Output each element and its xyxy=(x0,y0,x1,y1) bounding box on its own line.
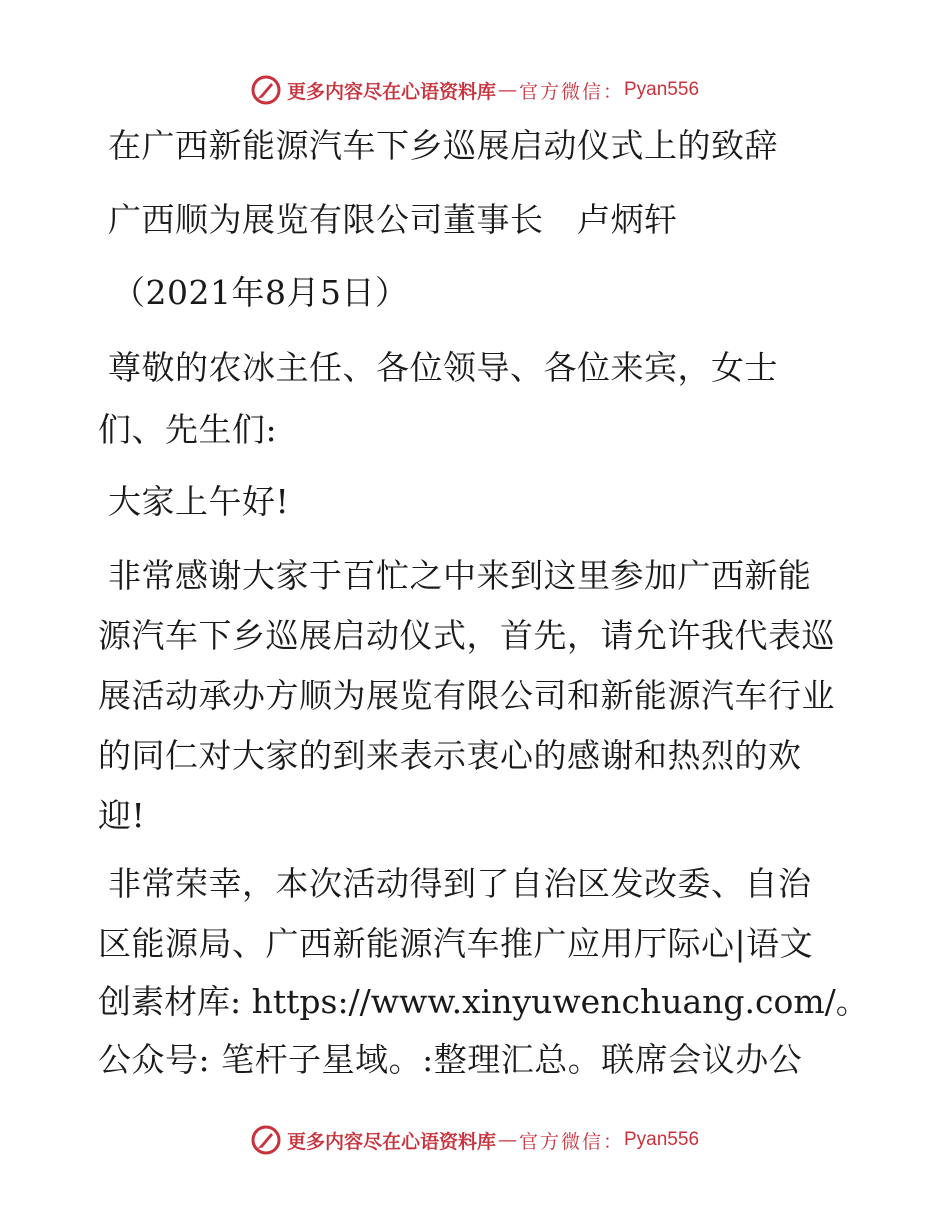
p2-line-4: 公众号: 笔杆子星域。:整理汇总。联席会议办公 xyxy=(98,1040,803,1079)
header-banner xyxy=(0,70,950,110)
p1-line-1: 非常感谢大家于百忙之中来到这里参加广西新能 xyxy=(108,556,812,595)
hello-line: 大家上午好! xyxy=(108,482,290,521)
banner-text: 更多内容尽在心语资料库 xyxy=(286,80,496,103)
p1-line-2: 源汽车下乡巡展启动仪式，首先，请允许我代表巡 xyxy=(98,616,835,655)
doc-date: （2021年8月5日） xyxy=(112,273,409,312)
p2-line-1: 非常荣幸，本次活动得到了自治区发改委、自治 xyxy=(108,864,812,903)
banner-wechat-id: Pyan556 xyxy=(624,79,700,100)
p1-line-3: 展活动承办方顺为展览有限公司和新能源汽车行业 xyxy=(98,676,835,715)
p2-line-2: 区能源局、广西新能源汽车推广应用厅际心|语文 xyxy=(98,924,814,963)
banner-label: 官方微信： xyxy=(518,80,624,103)
greeting-line-1: 尊敬的农冰主任、各位领导、各位来宾，女士 xyxy=(108,348,778,387)
p2-line-3: 创素材库: https://www.xinyuwenchuang.com/。 xyxy=(98,982,869,1021)
banner-dash: — xyxy=(497,79,517,101)
doc-author: 广西顺为展览有限公司董事长 卢炳轩 xyxy=(108,200,678,239)
doc-title: 在广西新能源汽车下乡巡展启动仪式上的致辞 xyxy=(108,126,778,165)
footer-banner xyxy=(0,1120,950,1160)
p1-line-5: 迎! xyxy=(98,796,146,835)
brand-logo-icon xyxy=(251,75,281,105)
banner-label: 官方微信： xyxy=(518,1130,624,1153)
greeting-line-2: 们、先生们: xyxy=(98,410,278,449)
banner-text: 更多内容尽在心语资料库 xyxy=(286,1130,496,1153)
brand-logo-icon xyxy=(251,1125,281,1155)
p1-line-4: 的同仁对大家的到来表示衷心的感谢和热烈的欢 xyxy=(98,736,802,775)
banner-dash: — xyxy=(497,1129,517,1151)
banner-wechat-id: Pyan556 xyxy=(624,1129,700,1150)
